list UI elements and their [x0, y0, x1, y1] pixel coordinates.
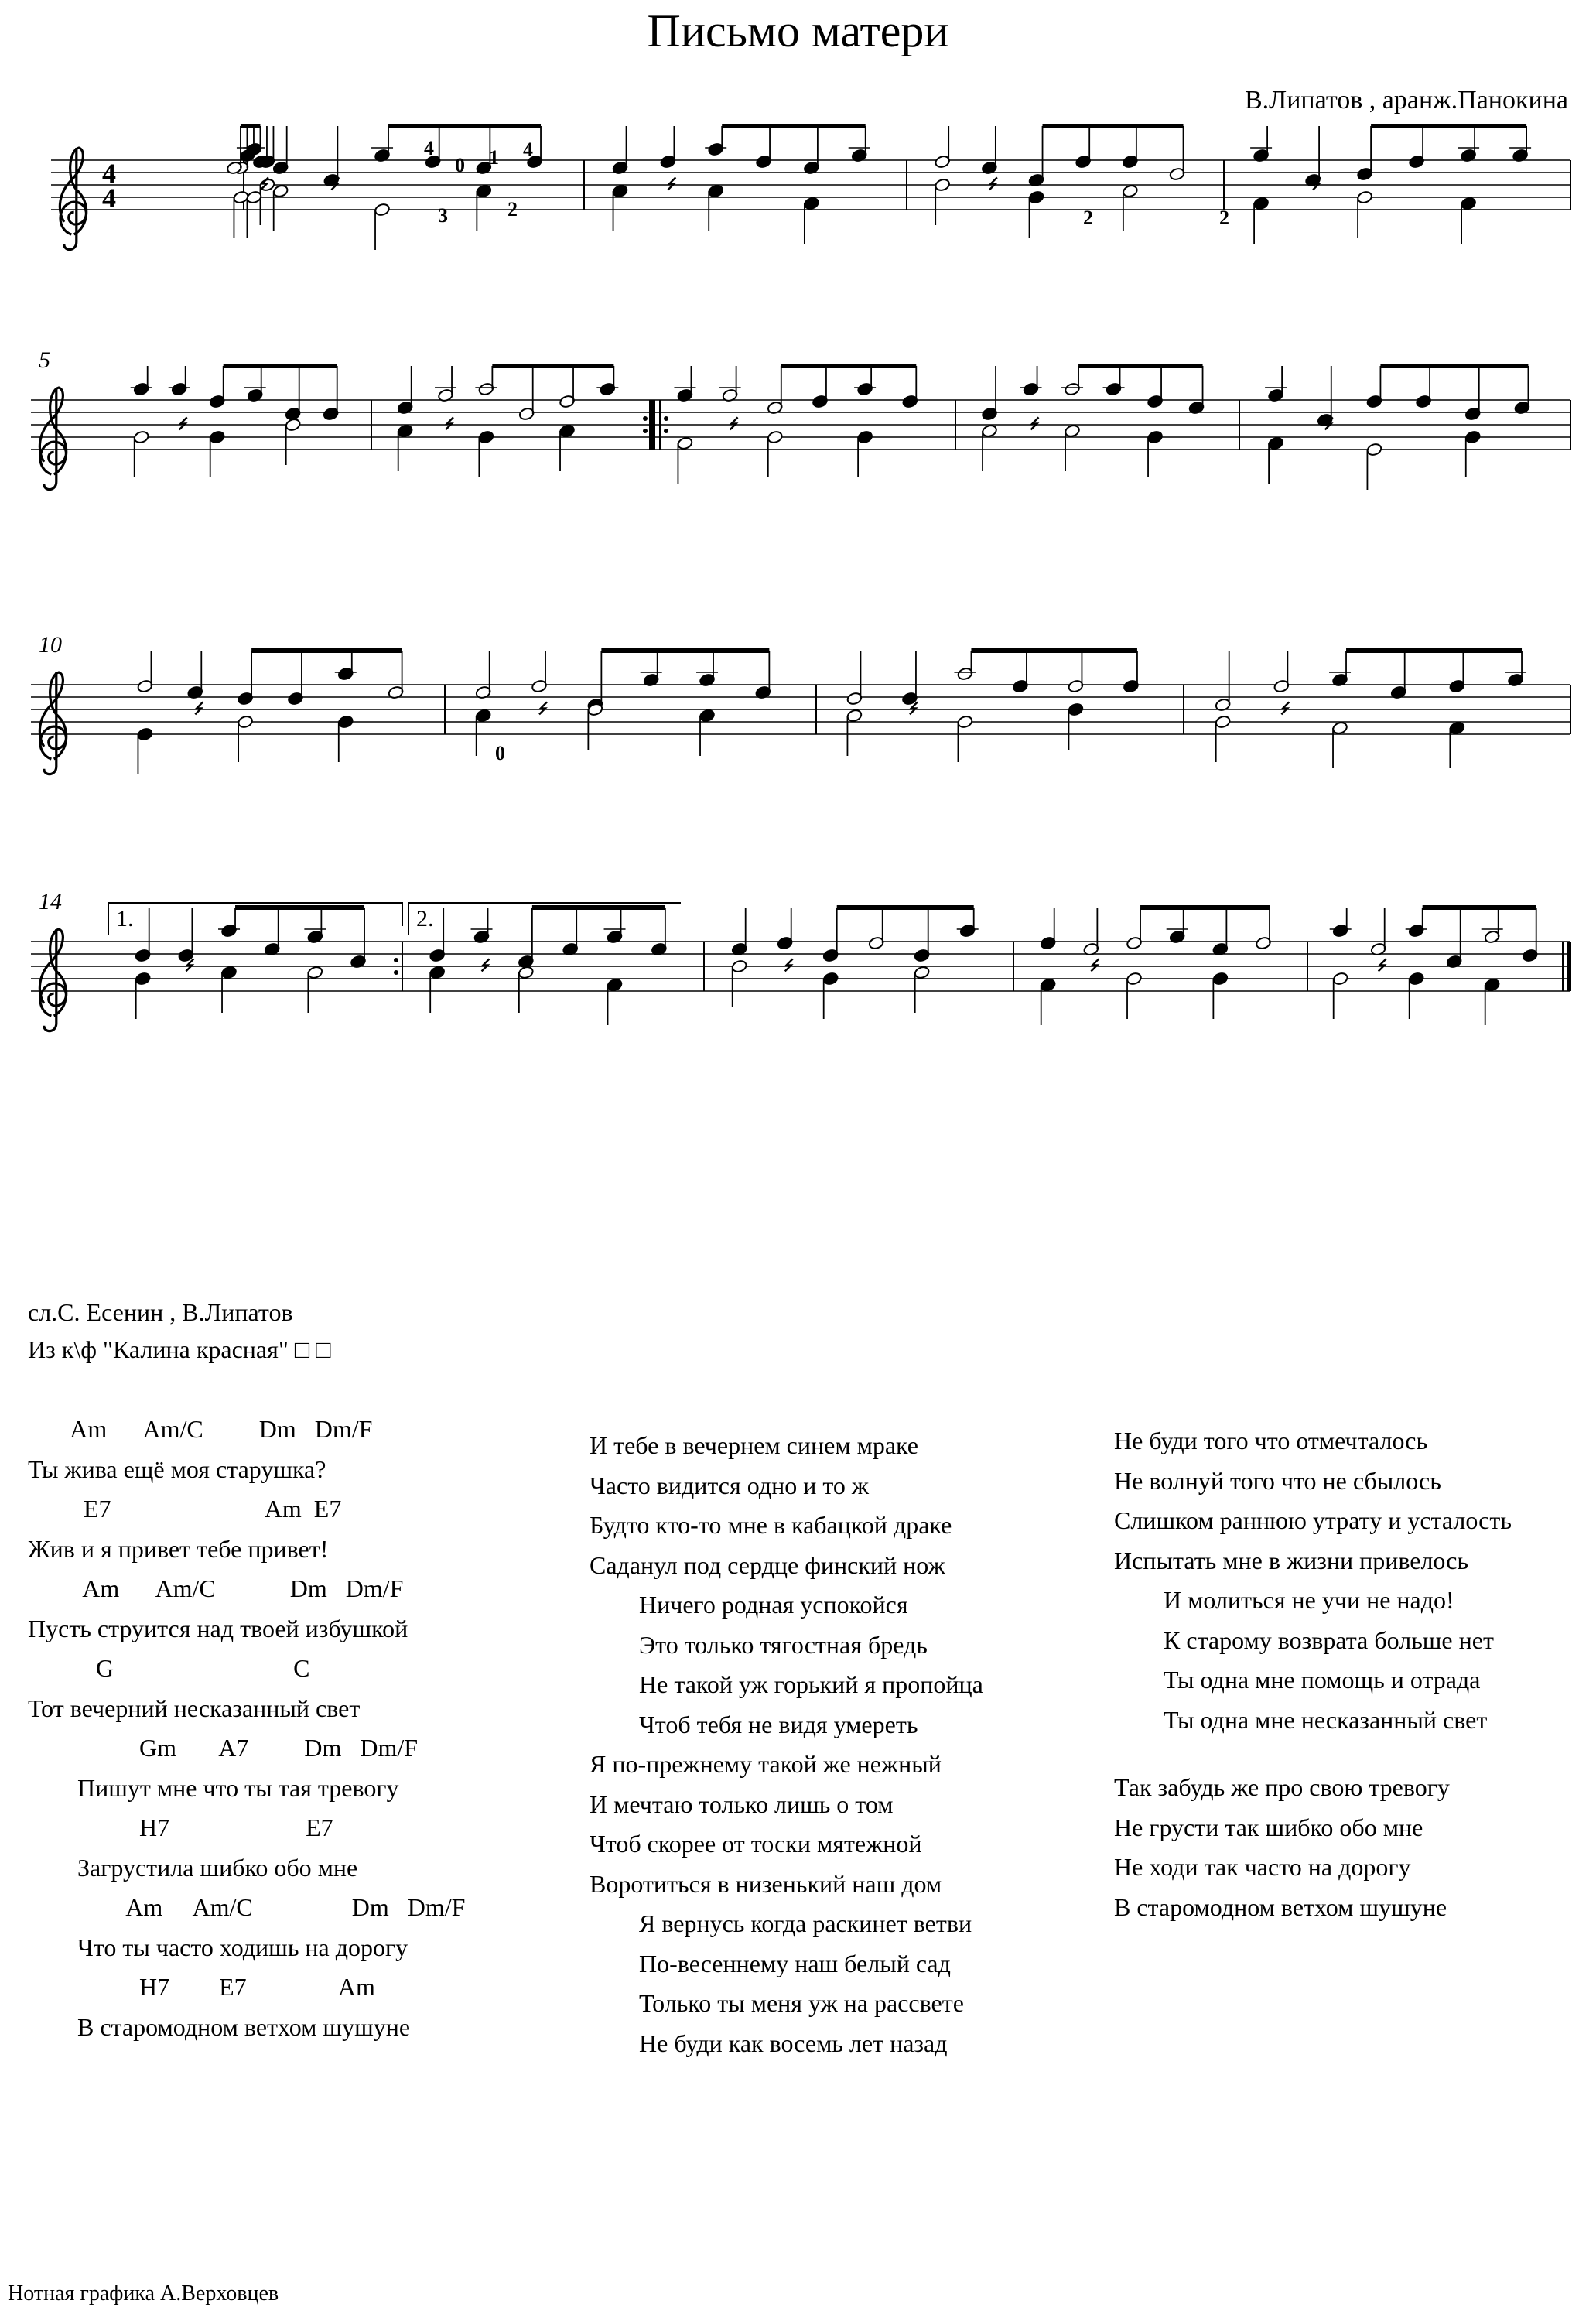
lyric-line: E7 Am E7 — [28, 1495, 342, 1523]
lyric-line: Пусть струится над твоей избушкой — [28, 1614, 408, 1642]
note-head — [1332, 972, 1348, 986]
treble-clef — [39, 929, 66, 1031]
lyric-line: Ты жива ещё моя старушка? — [28, 1454, 326, 1483]
note-head — [272, 184, 289, 198]
lyric-line: G C — [28, 1654, 310, 1682]
eighth-rest — [1281, 702, 1289, 714]
note-head — [957, 715, 973, 729]
note-head — [1215, 715, 1231, 729]
note-head — [1331, 721, 1348, 735]
note-head — [1040, 978, 1056, 992]
eighth-rest — [730, 417, 738, 429]
fingering-number: 4 — [424, 137, 434, 159]
stanza-gap — [1114, 1740, 1512, 1768]
lyric-line: H7 E7 Am — [28, 1973, 375, 2001]
note-head — [1267, 436, 1283, 450]
lyric-line: Ты одна мне помощь и отрада — [1114, 1666, 1481, 1694]
treble-clef — [60, 148, 86, 250]
lyric-line: H7 E7 — [28, 1813, 333, 1841]
repeat-dot — [664, 429, 668, 433]
lyric-line: И мечтаю только лишь о том — [590, 1789, 894, 1818]
note-head — [1212, 972, 1229, 986]
lyric-line: В старомодном ветхом шушуне — [28, 2012, 411, 2041]
note-head — [478, 430, 494, 444]
note-head — [731, 959, 747, 973]
measure-number: 14 — [39, 889, 62, 914]
note-head — [220, 966, 237, 979]
music-score — [0, 0, 1596, 1122]
repeat-dot — [643, 429, 648, 433]
lyric-line: Am Am/C Dm Dm/F — [28, 1415, 373, 1443]
note-head — [677, 436, 693, 450]
eighth-rest — [446, 417, 453, 429]
lyric-line: Будто кто-то мне в кабацкой драке — [590, 1511, 952, 1539]
lyric-line: Не такой уж горький я пропойца — [590, 1670, 983, 1698]
fingering-number: 3 — [438, 204, 448, 227]
note-head — [518, 966, 534, 979]
lyrics-column-3 — [1114, 1421, 1512, 1927]
lyric-line: Ничего родная успокойся — [590, 1591, 908, 1619]
lyric-line: Воротиться в низенький наш дом — [590, 1869, 942, 1898]
measure-number: 10 — [39, 632, 62, 658]
eighth-rest — [1031, 417, 1039, 429]
lyric-line: К старому возврата больше нет — [1114, 1625, 1494, 1654]
fingering-number: 4 — [523, 138, 533, 161]
lyric-line: Чтоб скорее от тоски мятежной — [590, 1830, 922, 1858]
note-head — [822, 972, 839, 986]
lyric-line: Ты одна мне несказанный свет — [1114, 1705, 1488, 1734]
note-head — [1126, 972, 1142, 986]
repeat-dot — [394, 970, 398, 975]
repeat-dot — [664, 416, 668, 421]
lyric-line: И тебе в вечернем синем мраке — [590, 1431, 918, 1459]
lyric-line: Жив и я привет тебе привет! — [28, 1534, 329, 1563]
treble-clef — [39, 388, 66, 490]
eighth-rest — [989, 177, 997, 190]
note-head — [1356, 190, 1372, 204]
note-head — [1408, 972, 1424, 986]
lyric-line: Испытать мне в жизни привелось — [1114, 1546, 1469, 1574]
eighth-rest — [482, 959, 490, 971]
fingering-number: 0 — [455, 154, 465, 176]
note-head — [559, 424, 575, 438]
lyrics-column-chords — [28, 1410, 465, 2047]
lyric-line: В старомодном ветхом шушуне — [1114, 1892, 1447, 1921]
eighth-rest — [179, 417, 187, 429]
lyric-line: Gm A7 Dm Dm/F — [28, 1734, 419, 1762]
note-head — [476, 184, 492, 198]
note-head — [846, 709, 863, 723]
note-head — [133, 430, 149, 444]
note-head — [1028, 190, 1044, 204]
note-head — [237, 715, 253, 729]
lyric-line: Не буди того что отмечталось — [1114, 1427, 1428, 1454]
lyric-line: И молиться не учи не надо! — [1114, 1586, 1454, 1614]
lyric-line: Слишком раннюю утрату и усталость — [1114, 1506, 1512, 1534]
note-head — [767, 430, 783, 444]
lyric-line: Только ты меня уж на рассвете — [590, 1989, 964, 2017]
lyric-line: Это только тягостная бредь — [590, 1630, 928, 1659]
measure-number: 5 — [39, 347, 50, 373]
note-head — [607, 978, 623, 992]
eighth-rest — [1091, 959, 1099, 971]
repeat-start-thick — [651, 400, 655, 450]
note-head — [1068, 702, 1084, 716]
note-head — [137, 727, 153, 741]
note-head — [1064, 424, 1080, 438]
eighth-rest — [1379, 959, 1386, 971]
lyric-line: Что ты часто ходишь на дорогу — [28, 1933, 408, 1961]
repeat-dot — [643, 416, 648, 421]
lyric-line: Часто видится одно и то ж — [590, 1471, 869, 1499]
note-head — [209, 430, 225, 444]
lyric-line: Саданул под сердце финский нож — [590, 1550, 945, 1579]
note-head — [1464, 430, 1481, 444]
lyric-line: По-весеннему наш белый сад — [590, 1949, 951, 1977]
lyric-line: Не ходи так часто на дорогу — [1114, 1853, 1411, 1881]
fingering-number: 2 — [1083, 207, 1093, 229]
note-head — [1484, 978, 1500, 992]
eighth-rest — [539, 702, 547, 714]
note-head — [935, 178, 951, 192]
note-head — [856, 430, 873, 444]
eighth-rest — [785, 959, 793, 971]
lyric-line: Не грусти так шибко обо мне — [1114, 1813, 1423, 1841]
lyric-line: Не буди как восемь лет назад — [590, 2029, 948, 2057]
fingering-number: 1 — [489, 146, 499, 169]
note-head — [1147, 430, 1163, 444]
lyric-line: Am Am/C Dm Dm/F — [28, 1574, 404, 1602]
note-head — [135, 972, 151, 986]
note-head — [285, 418, 301, 432]
fingering-number: 2 — [1219, 207, 1229, 229]
note-head — [981, 424, 997, 438]
note-head — [1366, 443, 1382, 456]
note-head — [803, 197, 819, 210]
time-signature-bottom: 4 — [102, 183, 116, 214]
note-head — [337, 715, 354, 729]
page-title: Письмо матери — [647, 5, 949, 56]
lyric-line: Тот вечерний несказанный свет — [28, 1694, 361, 1722]
lyric-line: Am Am/C Dm Dm/F — [28, 1893, 466, 1921]
note-head — [1460, 197, 1476, 210]
lyric-line: Чтоб тебя не видя умереть — [590, 1710, 918, 1738]
note-head — [475, 709, 491, 723]
note-head — [397, 424, 413, 438]
lyric-line: Я по-прежнему такой же нежный — [590, 1750, 942, 1778]
eighth-rest — [195, 702, 203, 714]
note-head — [374, 203, 390, 217]
note-head — [612, 184, 628, 198]
note-head — [307, 966, 323, 979]
lyricist-credit: сл.С. Есенин , В.Липатов — [28, 1298, 293, 1326]
lyric-line: Загрустила шибко обо мне — [28, 1853, 358, 1882]
note-head — [429, 966, 446, 979]
time-signature-top: 4 — [102, 158, 116, 189]
eighth-rest — [668, 177, 675, 190]
lyric-line: Не волнуй того что не сбылось — [1114, 1466, 1441, 1495]
film-credit: Из к\ф "Калина красная" □ □ — [28, 1335, 331, 1363]
treble-clef — [39, 672, 66, 774]
composer-credit: В.Липатов , аранж.Панокина — [1244, 86, 1568, 115]
volta-label: 2. — [416, 906, 434, 931]
final-barline — [1567, 942, 1571, 991]
note-head — [1449, 721, 1465, 735]
lyrics-column-2 — [590, 1426, 983, 2063]
repeat-dot — [394, 958, 398, 962]
lyric-line: Так забудь же про свою тревогу — [1114, 1773, 1450, 1801]
note-head — [708, 184, 724, 198]
note-head — [1253, 197, 1269, 210]
lyric-line: Пишут мне что ты тая тревогу — [28, 1773, 399, 1802]
fingering-number: 0 — [495, 742, 505, 764]
volta-label: 1. — [116, 906, 134, 931]
note-head — [699, 709, 715, 723]
engraver-credit: Нотная графика А.Верховцев — [8, 2282, 279, 2306]
fingering-number: 2 — [508, 198, 518, 220]
note-head — [914, 966, 930, 979]
note-head — [1122, 184, 1138, 198]
lyric-line: Я вернусь когда раскинет ветви — [590, 1909, 972, 1937]
